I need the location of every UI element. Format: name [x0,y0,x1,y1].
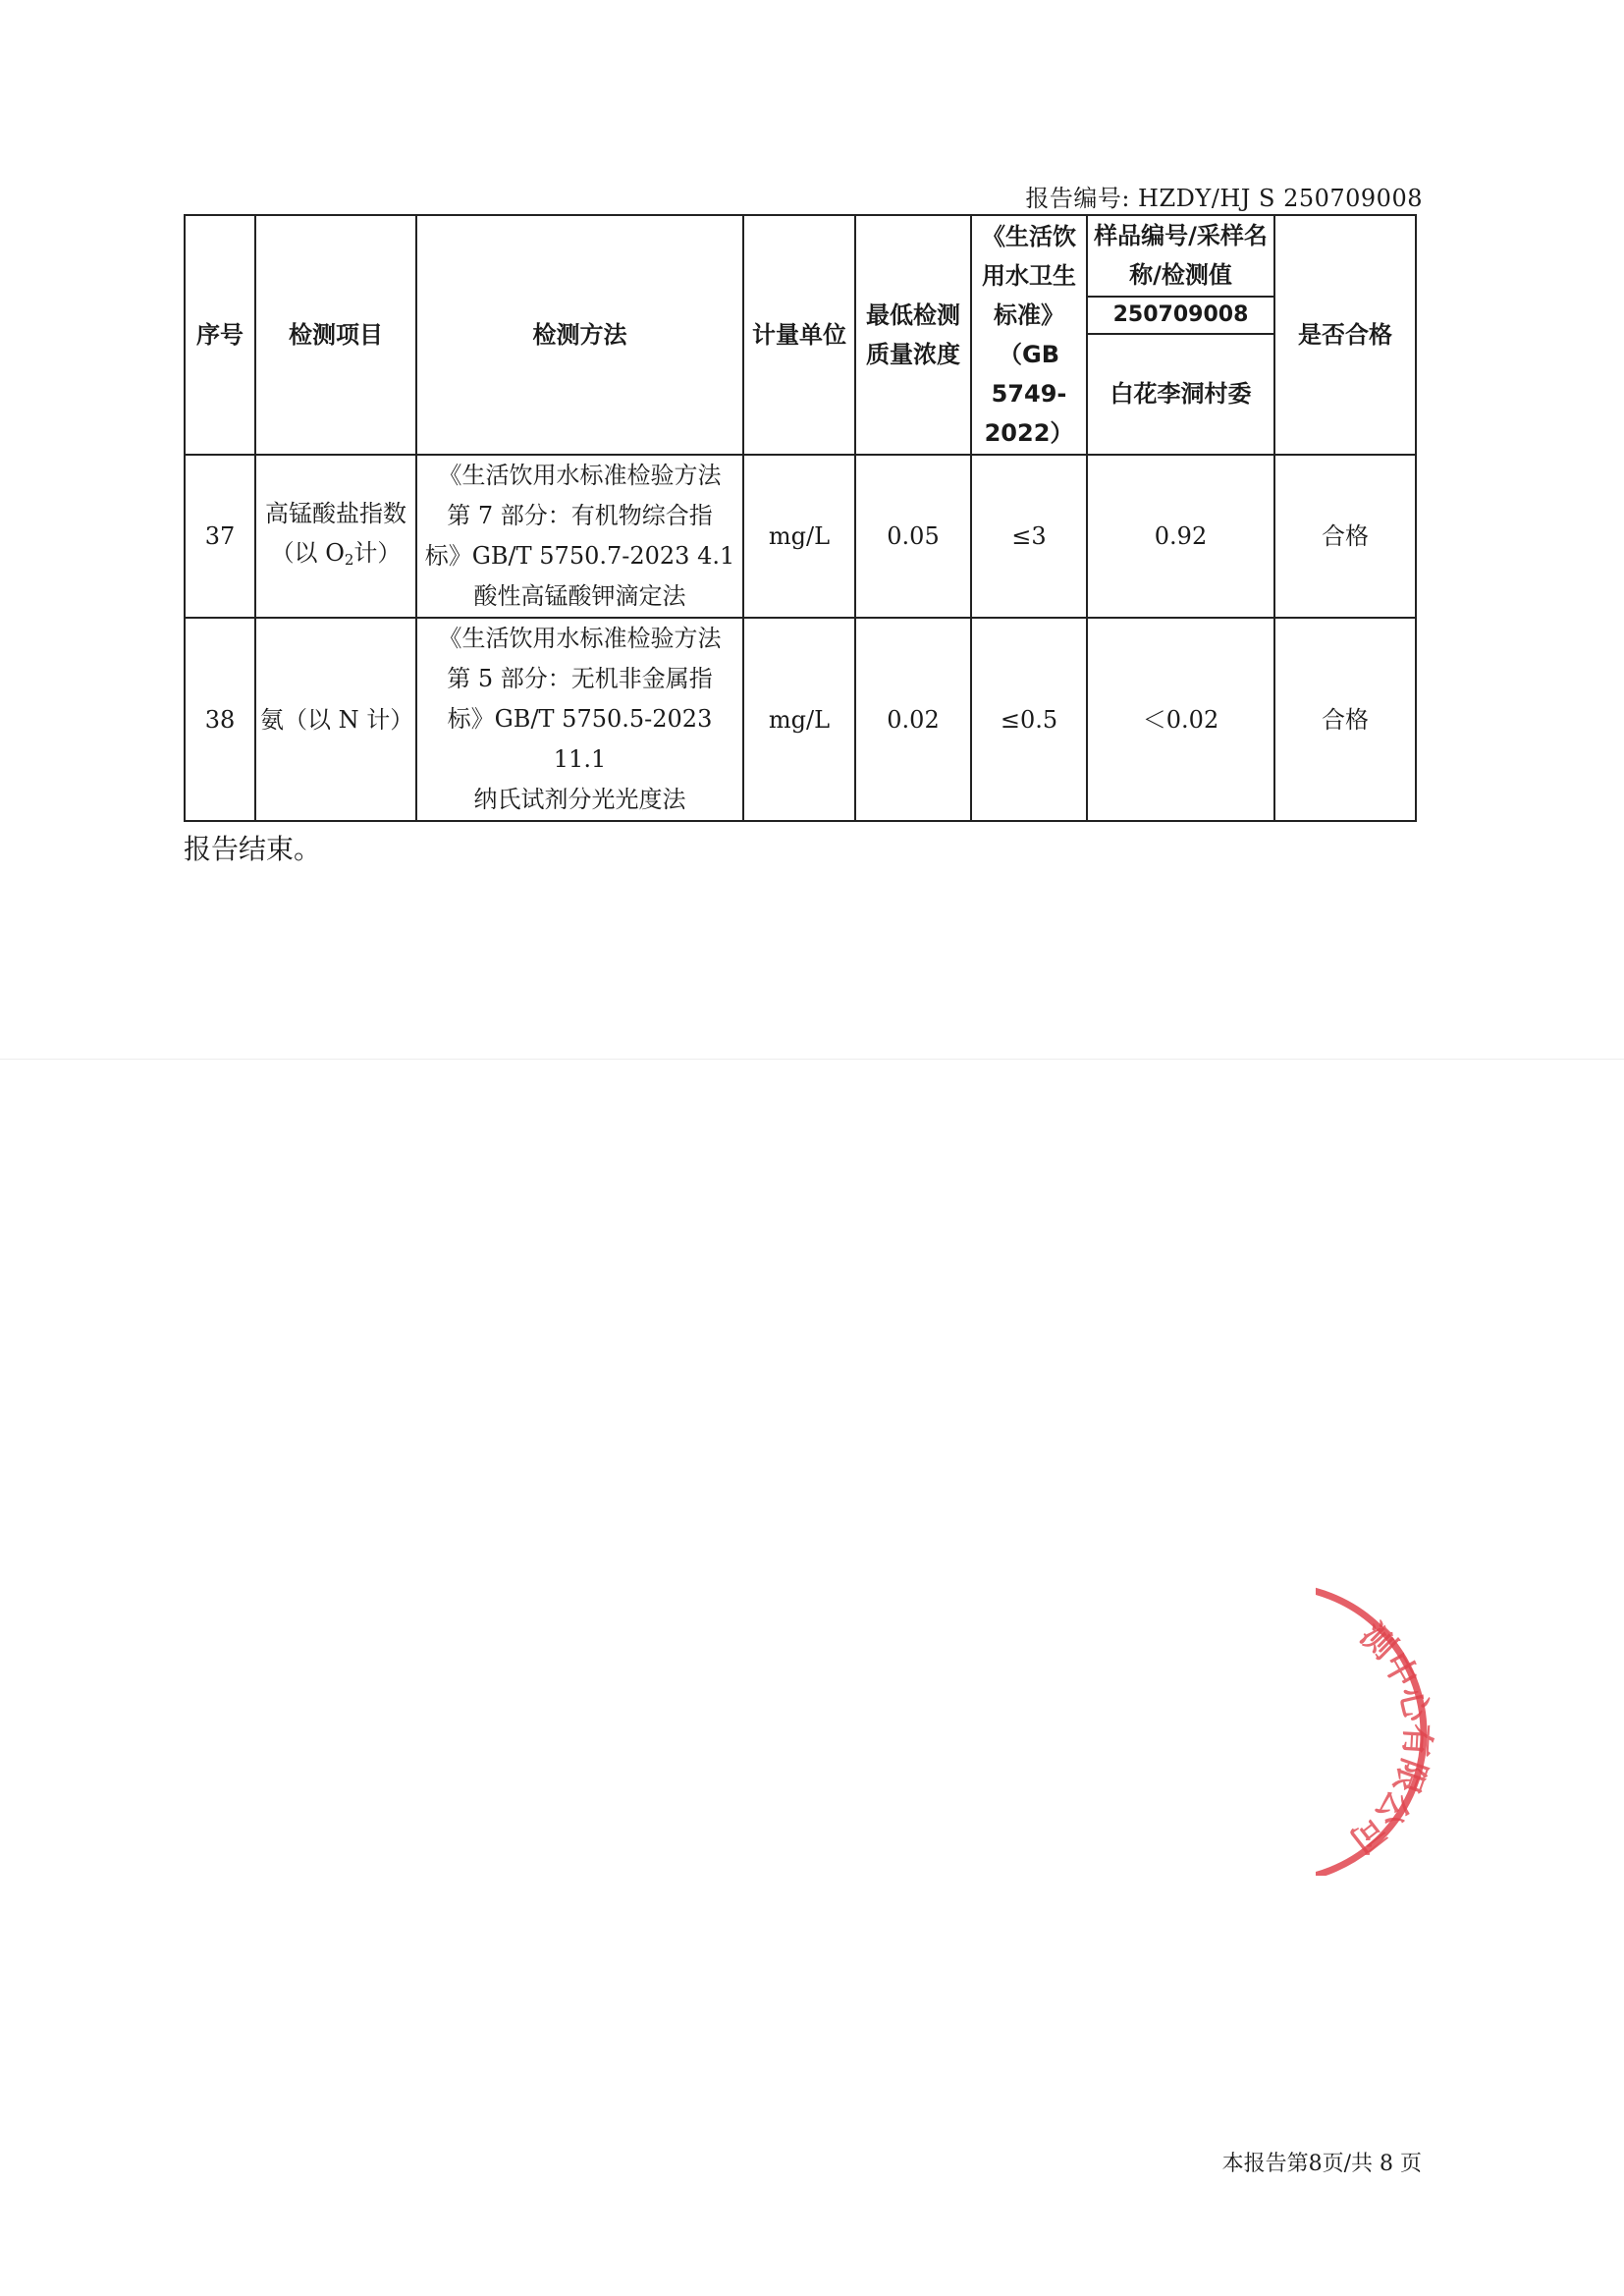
row-item-main: 高锰酸盐指数 [265,499,406,527]
table-row [185,455,1416,618]
row-value: ＜0.02 [1087,618,1274,821]
row-mdl: 0.05 [855,455,971,618]
row-seq: 38 [185,618,255,821]
header-unit: 计量单位 [743,215,855,455]
header-method: 检测方法 [416,215,743,455]
header-sample-group: 样品编号/采样名称/检测值 [1087,215,1274,297]
table-header-row [185,215,1416,297]
row-limit: ≤3 [971,455,1087,618]
page-footer: 本报告第8页/共 8 页 [1221,2152,1422,2176]
seal-icon [1316,1581,1483,1876]
row-method: 《生活饮用水标准检验方法 第 7 部分：有机物综合指 标》GB/T 5750.7-2023 4.1 酸性高锰酸钾滴定法 [416,455,743,618]
header-standard: 《生活饮用水卫生标准》（GB 5749-2022） [971,215,1087,455]
header-item: 检测项目 [255,215,416,455]
row-result: 合格 [1274,455,1416,618]
header-seq: 序号 [185,215,255,455]
row-limit: ≤0.5 [971,618,1087,821]
row-value: 0.92 [1087,455,1274,618]
row-mdl: 0.02 [855,618,971,821]
header-pass: 是否合格 [1274,215,1416,455]
row-unit: mg/L [743,618,855,821]
svg-text:测中心有限公司: 测中心有限公司 [1342,1615,1437,1861]
row-seq: 37 [185,455,255,618]
row-item [255,455,416,618]
report-number: 报告编号: HZDY/HJ S 250709008 [1025,185,1423,212]
row-method: 《生活饮用水标准检验方法 第 5 部分：无机非金属指 标》GB/T 5750.5-2023 11.1 纳氏试剂分光光度法 [416,618,743,821]
report-end-note: 报告结束。 [184,833,322,865]
row-unit: mg/L [743,455,855,618]
company-seal [1316,1581,1483,1876]
results-table [184,214,1417,822]
row-result: 合格 [1274,618,1416,821]
scan-fold-line [0,1059,1624,1060]
row-item: 氨（以 N 计） [255,618,416,821]
table-row [185,618,1416,821]
header-sample-name: 白花李洞村委 [1087,334,1274,455]
row-item-sub: （以 $O_2$计） [270,538,402,569]
header-mdl: 最低检测质量浓度 [855,215,971,455]
header-sample-no: 250709008 [1087,297,1274,334]
